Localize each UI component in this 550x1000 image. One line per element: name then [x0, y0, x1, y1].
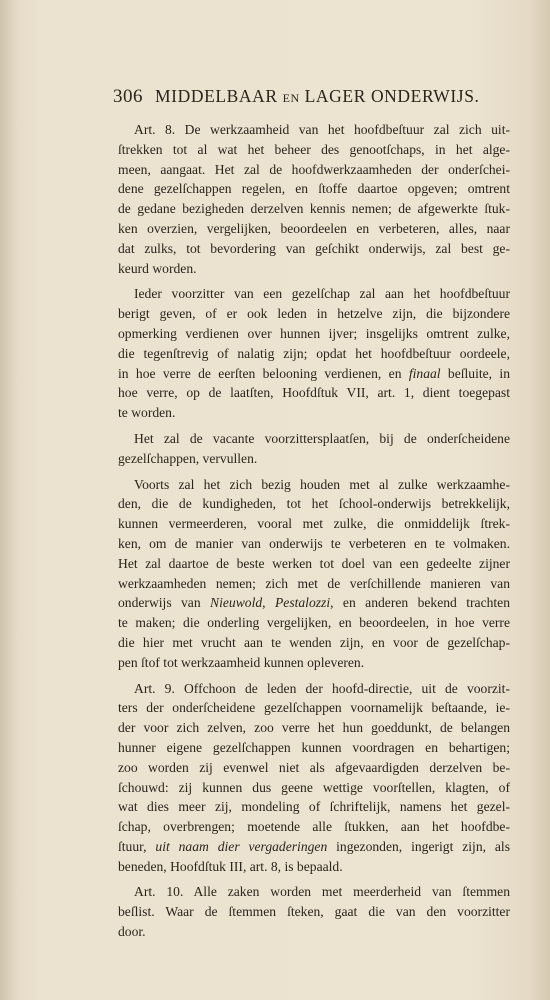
text-line: berigt geven, of er ook leden in hetzelve zijn, die bijzondere	[118, 306, 510, 322]
title-part1: MIDDELBAAR	[155, 86, 278, 106]
text-line: Art. 8. De werkzaamheid van het hoofdbeſtuur zal zich uit-	[134, 122, 510, 137]
text-line: in hoe verre de eerſten belooning verdienen, en finaal beſluite, in	[118, 365, 510, 381]
text-line: beſlist. Waar de ſtemmen ſteken, gaat die van den voorzitter	[118, 904, 510, 920]
text-line: ſchouwd: zij kunnen dus geene wettige voorſtellen, klagten, of	[118, 779, 510, 795]
text-line: beneden, Hoofdſtuk III, art. 8, is bepaald.	[118, 858, 343, 874]
text-line: wat dies meer zij, mondeling of ſchriftelijk, namens het gezel-	[118, 799, 510, 815]
text-line: werkzaamheden nemen; zich met de verſchillende manieren van	[118, 575, 510, 591]
italic-text: Pestalozzi	[274, 595, 331, 611]
text-line: ters der onderſcheidene gezelſchappen voornamelijk beſtaande, ie-	[118, 700, 510, 716]
text-line: dene gezelſchappen regelen, en ſtoffe daartoe opgeven; omtrent	[118, 181, 510, 197]
italic-text: Nieuwold	[210, 595, 263, 611]
text-line: die hier met vrucht aan te wenden zijn, en voor de gezelſchap-	[118, 634, 510, 650]
text-line: ſchap, overbrengen; moetende alle ſtukken, aan het hoofdbe-	[118, 819, 510, 835]
text-line: te maken; die onderling vergelijken, en beoordeelen, in hoe verre	[118, 615, 510, 631]
text-line: ken, om de manier van onderwijs te verbeteren en te volmaken.	[118, 535, 510, 551]
text-line: Ieder voorzitter van een gezelſchap zal aan het hoofdbeſtuur	[134, 286, 510, 302]
text-line: Het zal de vacante voorzittersplaatſen, bij de onderſcheidene	[134, 430, 510, 446]
text-line: Het zal daartoe de beste werken tot doel van een gedeelte zijner	[118, 555, 510, 571]
italic-text: uit naam dier vergaderingen	[155, 838, 328, 854]
text-line: gezelſchappen, vervullen.	[118, 450, 258, 466]
text-line: kunnen vermeerderen, vooral met zulke, die onmiddelijk ſtrek-	[118, 516, 510, 532]
title-conjunction: EN	[282, 91, 300, 105]
text-line: de gedane bezigheden derzelven kennis nemen; de afgewerkte ſtuk-	[118, 201, 510, 217]
text-line: Art. 10. Alle zaken worden met meerderheid van ſtemmen	[134, 884, 510, 900]
text-line: die tegenſtrevig of nalatig zijn; opdat het hoofdbeſtuur oordeele,	[118, 345, 510, 361]
text-line: onderwijs van Nieuwold, Pestalozzi, en anderen bekend trachten	[118, 595, 511, 611]
text-line: den, die de kundigheden, tot het ſchool-onderwijs betrekkelijk,	[118, 496, 510, 512]
text-line: Voorts zal het zich bezig houden met al zulke werkzaamhe-	[134, 476, 510, 492]
running-header	[113, 86, 483, 108]
text-line: keurd worden.	[118, 260, 197, 276]
text-line: door.	[118, 924, 146, 940]
title-part2: LAGER ONDERWIJS.	[304, 86, 480, 106]
text-line: ſtuur, uit naam dier vergaderingen ingezonden, ingerigt zijn, als	[118, 838, 510, 854]
text-line: te worden.	[118, 405, 176, 421]
page-number: 306	[113, 86, 143, 107]
page-body	[118, 120, 510, 942]
text-line: meen, aangaat. Het zal de hoofdwerkzaamheden der onderſchei-	[118, 161, 510, 177]
text-line: der voor zich zelven, zoo verre het hun goeddunkt, de belangen	[118, 720, 510, 736]
text-line: hoe verre, op de laatſten, Hoofdſtuk VII, art. 1, dient toegepast	[118, 385, 510, 401]
text-line: pen ſtof tot werkzaamheid kunnen opleveren.	[118, 654, 365, 670]
text-line: opmerking verdienen over hunnen ijver; insgelijks omtrent zulke,	[118, 325, 510, 341]
text-line: Art. 9. Offchoon de leden der hoofd-directie, uit de voorzit-	[134, 680, 510, 696]
text-line: ken overzien, vergelijken, beoordeelen en verbeteren, alles, naar	[118, 220, 510, 236]
text-line: ſtrekken tot al wat het beheer des genootſchaps, in het alge-	[118, 141, 510, 157]
text-line: zoo worden zij evenwel niet als afgevaardigden derzelven be-	[118, 759, 510, 775]
text-line: dat zulks, tot bevordering van geſchikt onderwijs, zal best ge-	[118, 240, 510, 256]
text-line: hunner eigene gezelſchappen kunnen voordragen en behartigen;	[118, 739, 510, 755]
italic-text: finaal	[408, 365, 441, 381]
running-title	[155, 86, 480, 107]
